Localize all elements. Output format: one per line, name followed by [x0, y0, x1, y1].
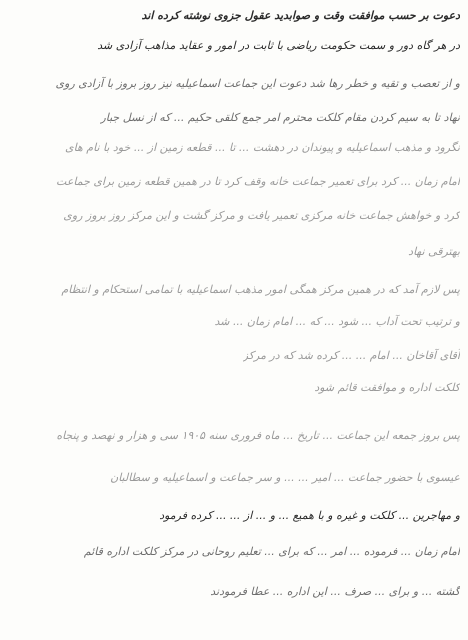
text-line: نگرود و مذهب اسماعیلیه و پیوندان در دهشت ... تا ... قطعه زمین از ... خود با نام های [65, 141, 460, 154]
text-line: گشته ... و برای ... صرف ... این اداره ... عطا فرمودند [210, 585, 460, 598]
text-line: کلکت اداره و موافقت قائم شود [314, 381, 460, 394]
text-line: دعوت بر حسب موافقت وقت و صوابدید عقول جزوی نوشته کرده اند [141, 9, 460, 22]
text-line: امام زمان ... کرد برای تعمیر جماعت خانه وقف کرد تا در همین قطعه زمین برای جماعت [56, 175, 460, 188]
section-heading: بهترقی نهاد [408, 245, 460, 258]
text-line: و از تعصب و تقیه و خطر رها شد دعوت این جماعت اسماعیلیه نیز روز بروز با آزادی روی [55, 77, 460, 90]
text-line: نهاد تا به سیم کردن مقام کلکت محترم امر جمع کلقی حکیم ... که از نسل جبار [100, 111, 460, 124]
text-line: کرد و خواهش جماعت خانه مرکزی تعمیر یافت و مرکز گشت و این مرکز روز بروز روی [63, 209, 460, 222]
text-line: و مهاجرین ... کلکت و غیره و با همیع ... و ... از ... ... کرده فرمود [159, 509, 460, 522]
text-line: در هر گاه دور و سمت حکومت ریاضی با ثابت در امور و عقاید مذاهب آزادی شد [97, 39, 460, 52]
text-line: پس لازم آمد که در همین مرکز همگی امور مذهب اسماعیلیه با تمامی استحکام و انتظام [61, 283, 460, 296]
text-line: آقای آقاخان ... امام ... ... کرده شد که در مرکز [242, 349, 460, 362]
text-line: و ترتیب تحت آداب ... شود ... که ... امام زمان ... شد [214, 315, 460, 328]
text-line: پس بروز جمعه این جماعت ... تاریخ ... ماه فروری سنه ۱۹۰۵ سی و هزار و نهصد و پنجاه [56, 429, 460, 442]
text-line: امام زمان ... فرموده ... امر ... که برای ... تعلیم روحانی در مرکز کلکت اداره قائم [83, 545, 460, 558]
text-line: عیسوی با حضور جماعت ... امیر ... ... و سر جماعت و اسماعیلیه و سطالبان [110, 471, 460, 484]
